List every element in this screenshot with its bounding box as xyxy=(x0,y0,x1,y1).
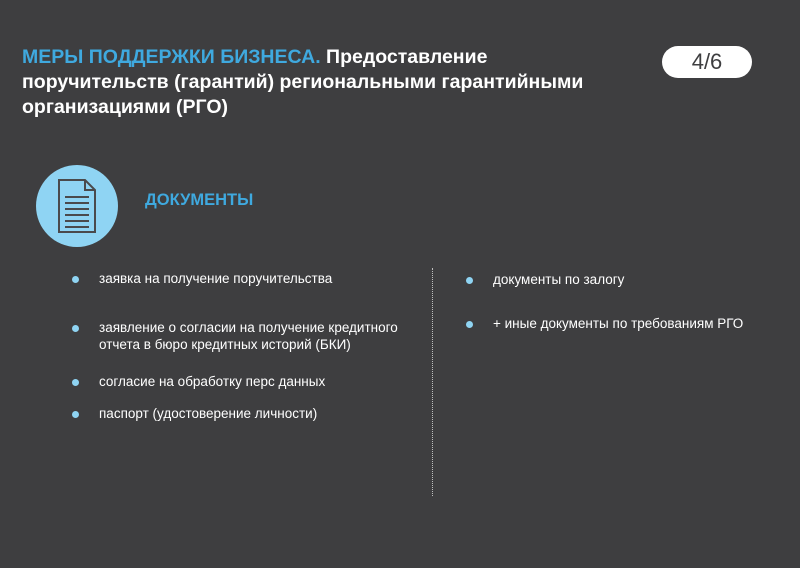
bullet-icon xyxy=(72,379,79,386)
bullet-icon xyxy=(466,321,473,328)
section-title: ДОКУМЕНТЫ xyxy=(145,191,254,209)
list-item-text: заявка на получение поручительства xyxy=(99,271,333,286)
list-item-text: заявление о согласии на получение кредитного отчета в бюро кредитных историй (БКИ) xyxy=(99,320,398,352)
title-main: Предоставление поручительств (гарантий) региональными гарантийными организациями (РГО) xyxy=(22,46,584,118)
list-item-text: паспорт (удостоверение личности) xyxy=(99,406,318,421)
list-item xyxy=(466,315,786,332)
bullet-icon xyxy=(72,325,79,332)
list-item-text: документы по залогу xyxy=(493,272,625,287)
title-accent: МЕРЫ ПОДДЕРЖКИ БИЗНЕСА. xyxy=(22,46,321,68)
documents-list-left xyxy=(72,270,402,422)
slide-title xyxy=(22,45,622,120)
bullet-icon xyxy=(466,277,473,284)
list-item xyxy=(72,405,402,422)
bullet-icon xyxy=(72,276,79,283)
documents-badge xyxy=(36,165,118,247)
list-item-text: согласие на обработку перс данных xyxy=(99,374,326,389)
document-icon xyxy=(56,178,98,234)
list-item xyxy=(72,319,402,353)
bullet-icon xyxy=(72,411,79,418)
list-item xyxy=(466,271,786,288)
column-divider xyxy=(432,268,433,496)
list-item-text: + иные документы по требованиям РГО xyxy=(493,316,744,331)
list-item xyxy=(72,270,402,287)
documents-list-right xyxy=(466,271,786,332)
page-indicator: 4/6 xyxy=(662,46,752,78)
list-item xyxy=(72,373,402,390)
